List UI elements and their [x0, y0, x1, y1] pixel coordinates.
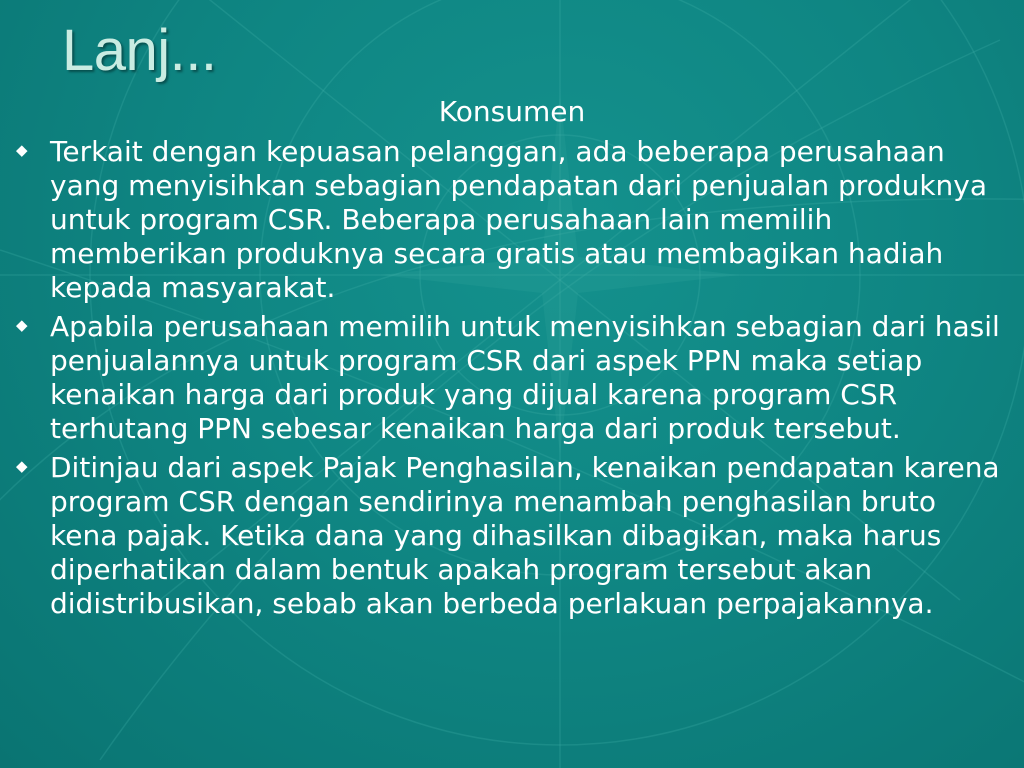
bullet-item — [0, 451, 1024, 621]
bullet-text: Ditinjau dari aspek Pajak Penghasilan, kenaikan pendapatan karena program CSR dengan sendirinya menambah penghasilan bruto kena pajak. Ketika dana yang dihasilkan dibagikan, maka harus diperhatikan dalam bentuk apakah program tersebut akan didistribusikan, sebab akan berbeda perlakuan perpajakannya. — [50, 451, 1000, 620]
bullet-item — [0, 310, 1024, 446]
diamond-bullet-icon: ◆ — [16, 457, 28, 475]
bullet-item — [0, 135, 1024, 305]
bullet-text: Apabila perusahaan memilih untuk menyisihkan sebagian dari hasil penjualannya untuk program CSR dari aspek PPN maka setiap kenaikan harga dari produk yang dijual karena program CSR terhutang PPN sebesar kenaikan harga dari produk tersebut. — [50, 310, 1000, 445]
diamond-bullet-icon: ◆ — [16, 316, 28, 334]
section-subheading: Konsumen — [438, 95, 586, 128]
diamond-bullet-icon: ◆ — [16, 141, 28, 159]
slide-title: Lanj... — [62, 18, 217, 83]
bullet-text: Terkait dengan kepuasan pelanggan, ada beberapa perusahaan yang menyisihkan sebagian pendapatan dari penjualan produknya untuk program CSR. Beberapa perusahaan lain memilih memberikan produknya secara gratis atau membagikan hadiah kepada masyarakat. — [50, 135, 988, 304]
bullet-list — [0, 135, 1024, 626]
